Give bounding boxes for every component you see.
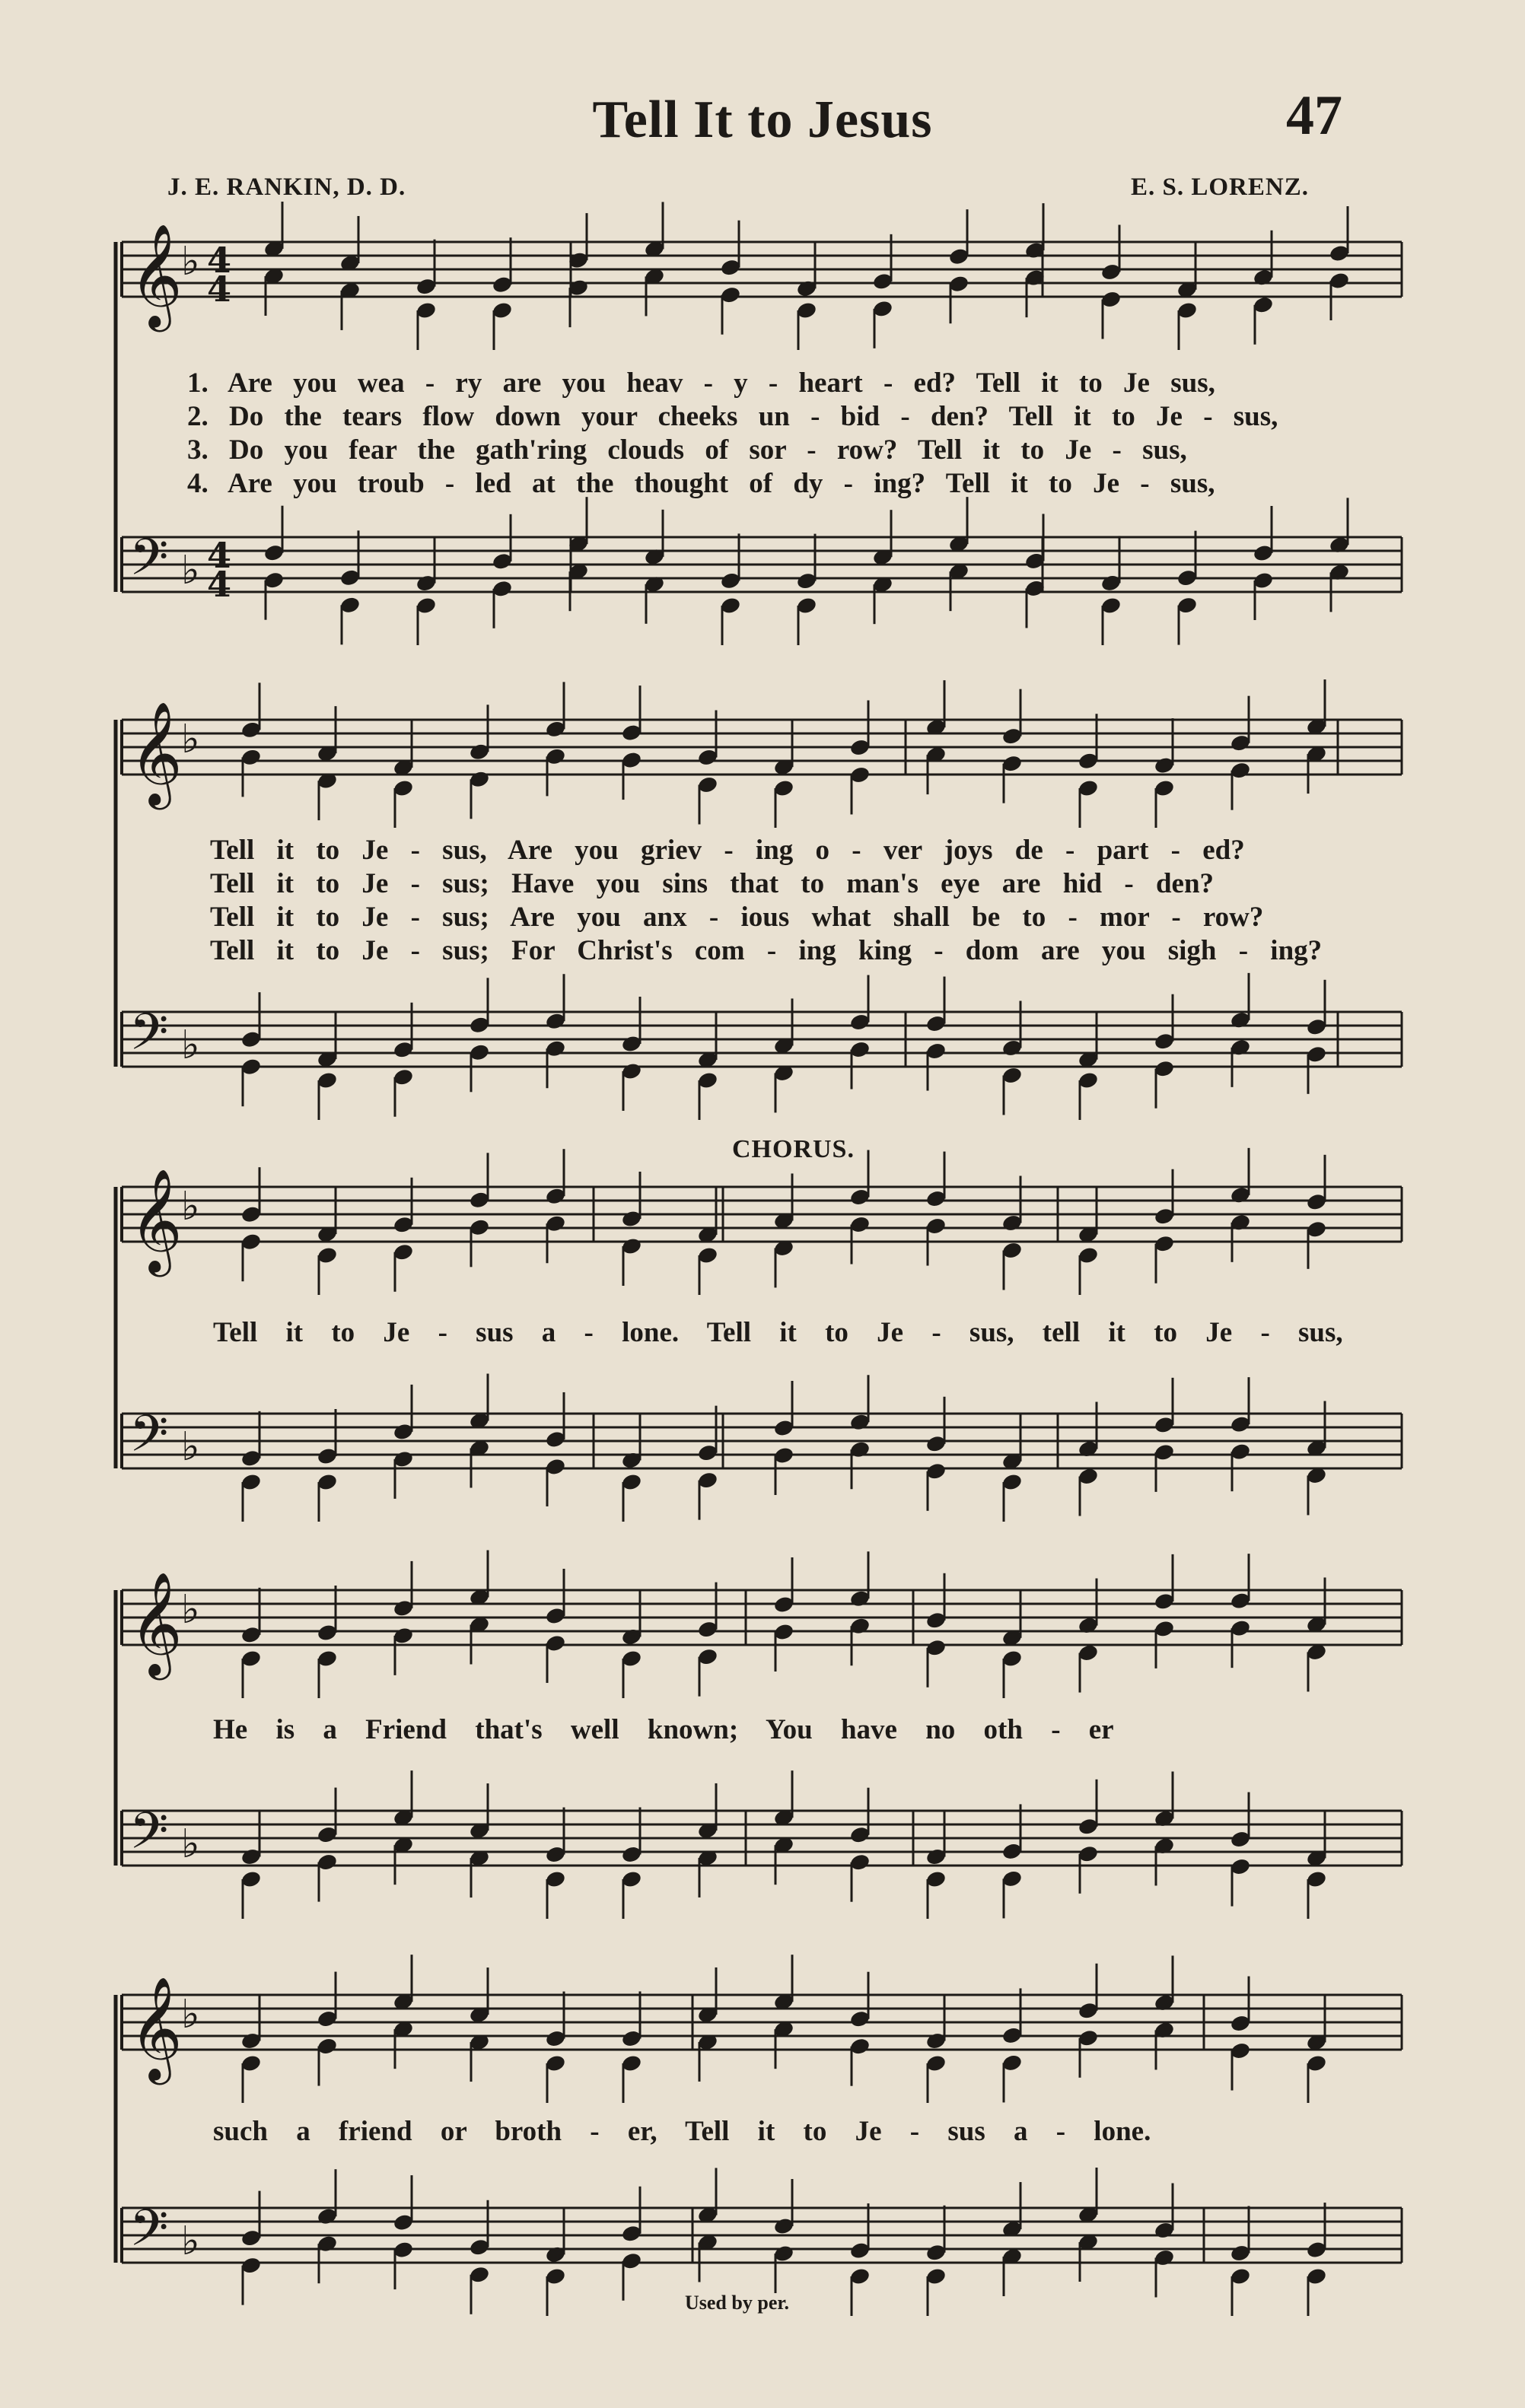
time-signature: 4 <box>207 564 232 605</box>
flat-key-signature: ♭ <box>181 548 200 594</box>
flat-key-signature: ♭ <box>181 1184 200 1230</box>
flat-key-signature: ♭ <box>181 1821 200 1868</box>
flat-key-signature: ♭ <box>181 1992 200 2038</box>
verse-line: Tell it to Je - sus, Are you griev - ing o - ver joys de - part - ed? <box>210 835 1245 866</box>
verse-line: 3. Do you fear the gath'ring clouds of sor - row? Tell it to Je - sus, <box>187 434 1187 466</box>
treble-clef: 𝄞 <box>129 700 183 805</box>
bass-clef: 𝄢 <box>129 2199 169 2270</box>
verse-line: 2. Do the tears flow down your cheeks un - bid - den? Tell it to Je - sus, <box>187 401 1278 432</box>
hymn-title: Tell It to Jesus <box>592 91 933 149</box>
flat-key-signature: ♭ <box>181 717 200 763</box>
bass-clef: 𝄢 <box>129 1003 169 1074</box>
composer-credit: E. S. LORENZ. <box>1131 173 1309 201</box>
chorus-lyric-line: Tell it to Je - sus a - lone. Tell it to Je - sus, tell it to Je - sus, <box>213 1317 1343 1348</box>
flat-key-signature: ♭ <box>181 1587 200 1633</box>
page-number: 47 <box>1286 84 1342 147</box>
time-signature: 4 <box>207 240 232 281</box>
footer-note: Used by per. <box>685 2292 790 2314</box>
flat-key-signature: ♭ <box>181 239 200 285</box>
verse-line: Tell it to Je - sus; For Christ's com - ing king - dom are you sigh - ing? <box>210 935 1323 966</box>
verse-line: Tell it to Je - sus; Have you sins that to man's eye are hid - den? <box>210 868 1215 899</box>
treble-clef: 𝄞 <box>129 1167 183 1272</box>
bass-clef: 𝄢 <box>129 528 169 599</box>
time-signature: 4 <box>207 535 232 576</box>
lyricist-credit: J. E. RANKIN, D. D. <box>167 173 406 201</box>
chorus-lyric-line: such a friend or broth - er, Tell it to Je - sus a - lone. <box>213 2116 1151 2147</box>
bass-clef: 𝄢 <box>129 1802 169 1872</box>
flat-key-signature: ♭ <box>181 2219 200 2265</box>
chorus-label: CHORUS. <box>732 1135 855 1163</box>
treble-clef: 𝄞 <box>129 1570 183 1675</box>
treble-clef: 𝄞 <box>129 222 183 327</box>
flat-key-signature: ♭ <box>181 1424 200 1471</box>
bass-clef: 𝄢 <box>129 1404 169 1475</box>
time-signature: 4 <box>207 269 232 310</box>
verse-line: 1. Are you wea - ry are you heav - y - heart - ed? Tell it to Je sus, <box>187 367 1215 399</box>
verse-line: Tell it to Je - sus; Are you anx - ious what shall be to - mor - row? <box>210 902 1264 933</box>
treble-clef: 𝄞 <box>129 1975 183 2080</box>
flat-key-signature: ♭ <box>181 1023 200 1069</box>
chorus-lyric-line: He is a Friend that's well known; You have no oth - er <box>213 1714 1114 1745</box>
verse-line: 4. Are you troub - led at the thought of dy - ing? Tell it to Je - sus, <box>187 468 1215 499</box>
